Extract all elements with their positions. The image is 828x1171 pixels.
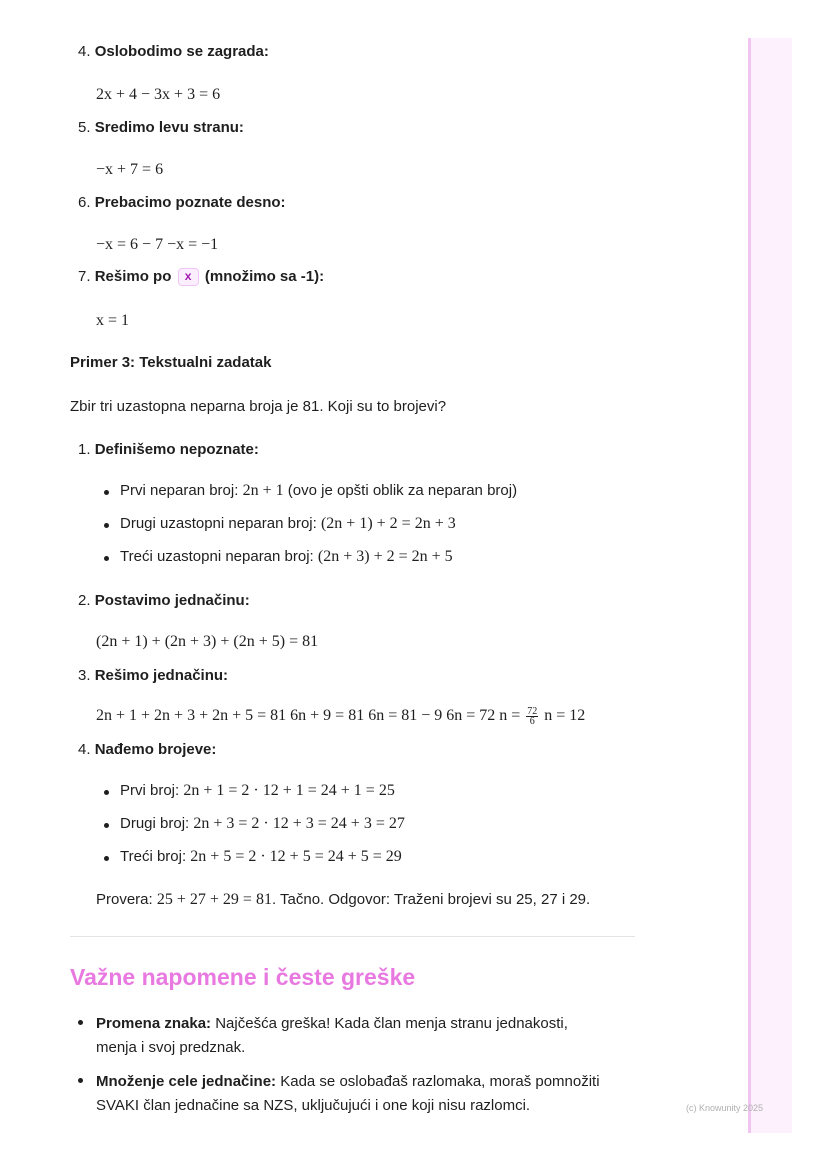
step-number: 5. (78, 119, 91, 136)
example-3-title: Primer 3: Tekstualni zadatak (70, 354, 272, 371)
fraction-denominator: 6 (529, 716, 535, 727)
list-item (120, 548, 453, 566)
bullet-dot (104, 490, 109, 495)
step-number: 6. (78, 194, 91, 211)
step-number: 4. (78, 741, 91, 758)
equation-result: n = 12 (544, 707, 586, 725)
step-number: 7. (78, 268, 91, 285)
verification-label: Provera: (96, 891, 153, 908)
list-item (120, 848, 402, 866)
copyright-footer: (c) Knowunity 2025 (686, 1103, 764, 1113)
bullet-dot (104, 856, 109, 861)
side-margin-rule (748, 38, 751, 1133)
e3-step-2-title (78, 592, 250, 609)
bullet-dot (104, 556, 109, 561)
list-item-label: Treći broj: (120, 848, 187, 865)
e3-step-1-title (78, 441, 259, 458)
step-label: Definišemo nepoznate: (94, 441, 259, 458)
example-3-problem: Zbir tri uzastopna neparna broja je 81. Koji su to brojevi? (70, 398, 447, 415)
note-text-line: menja i svoj predznak. (96, 1039, 246, 1056)
step-label: Postavimo jednačinu: (94, 592, 250, 609)
bullet-dot (104, 790, 109, 795)
verification-line (96, 891, 590, 909)
step-number: 4. (78, 43, 91, 60)
fraction-numerator: 72 (527, 706, 538, 717)
section-heading: Važne napomene i česte greške (70, 964, 416, 990)
e3-step-3-title (78, 667, 228, 684)
e3-step-3-equation (96, 707, 585, 726)
step-6-equation: −x = 6 − 7 −x = −1 (96, 236, 219, 253)
e3-step-4-title (78, 741, 216, 758)
note-term: Množenje cele jednačine: (96, 1073, 277, 1090)
inline-math: (2n + 3) + 2 = 2n + 5 (317, 548, 453, 565)
list-item-label: Drugi broj: (120, 815, 190, 832)
note-term: Promena znaka: (96, 1015, 212, 1032)
bullet-dot (78, 1020, 83, 1025)
step-label: Nađemo brojeve: (94, 741, 217, 758)
list-item (120, 515, 456, 533)
step-label: Prebacimo poznate desno: (94, 194, 286, 211)
step-label: Rešimo po (94, 268, 172, 285)
list-item-label: Drugi uzastopni neparan broj: (120, 515, 317, 532)
list-item-label: Treći uzastopni neparan broj: (120, 548, 314, 565)
list-item (120, 815, 405, 833)
bullet-dot (104, 523, 109, 528)
inline-math: 25 + 27 + 29 = 81 (156, 891, 272, 908)
verification-answer: . Tačno. Odgovor: Traženi brojevi su 25, 27 i 29. (271, 891, 591, 908)
step-7-title (78, 268, 324, 286)
inline-math: (2n + 1) + 2 = 2n + 3 (320, 515, 456, 532)
step-label: Sredimo levu stranu: (94, 119, 244, 136)
list-item-label: Prvi broj: (120, 782, 180, 799)
step-4-equation: 2x + 4 − 3x + 3 = 6 (96, 86, 221, 103)
step-label: Oslobodimo se zagrada: (94, 43, 269, 60)
side-margin-panel (748, 38, 792, 1133)
step-label-suffix: (množimo sa -1): (204, 268, 325, 285)
list-item-label: Prvi neparan broj: (120, 482, 239, 499)
e3-step-2-equation: (2n + 1) + (2n + 3) + (2n + 5) = 81 (96, 633, 319, 650)
step-5-equation: −x + 7 = 6 (96, 161, 164, 178)
step-5-title (78, 119, 244, 136)
step-number: 3. (78, 667, 91, 684)
inline-math: 2n + 5 = 2 · 12 + 5 = 24 + 5 = 29 (190, 848, 402, 865)
inline-math: 2n + 3 = 2 · 12 + 3 = 24 + 3 = 27 (193, 815, 405, 832)
bullet-dot (104, 823, 109, 828)
note-text-line: Kada se oslobađaš razlomaka, moraš pomnožiti (276, 1073, 600, 1090)
equation-chain: 2n + 1 + 2n + 3 + 2n + 5 = 81 6n + 9 = 81 6n = 81 − 9 6n = 72 n = (96, 707, 521, 725)
step-6-title (78, 194, 286, 211)
step-label: Rešimo jednačinu: (94, 667, 229, 684)
step-number: 2. (78, 592, 91, 609)
inline-code-chip: x (178, 268, 199, 286)
note-text-line: Najčešća greška! Kada član menja stranu jednakosti, (211, 1015, 568, 1032)
note-item (96, 1012, 568, 1060)
inline-math: 2n + 1 = 2 · 12 + 1 = 24 + 1 = 25 (183, 782, 395, 799)
step-number: 1. (78, 441, 91, 458)
list-item (120, 482, 517, 500)
bullet-dot (78, 1078, 83, 1083)
note-item (96, 1070, 600, 1118)
section-divider (70, 936, 635, 937)
inline-math: 2n + 1 (242, 482, 284, 499)
note-text-line: SVAKI član jednačine sa NZS, uključujući i one koji nisu razlomci. (96, 1097, 531, 1114)
fraction (526, 707, 538, 726)
list-item (120, 782, 395, 800)
step-4-title (78, 43, 269, 60)
list-item-suffix: (ovo je opšti oblik za neparan broj) (287, 482, 518, 499)
step-7-equation: x = 1 (96, 312, 130, 329)
